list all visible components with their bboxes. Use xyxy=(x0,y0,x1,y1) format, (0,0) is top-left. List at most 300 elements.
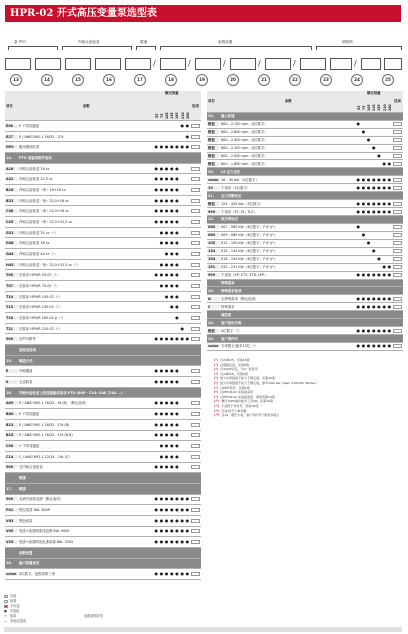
code-box-24[interactable] xyxy=(361,58,381,70)
footnote-marker: (⁹) xyxy=(214,394,219,399)
availability-cells xyxy=(154,423,190,427)
available-dot-icon: ● xyxy=(170,304,174,310)
option-row[interactable] xyxy=(207,272,403,280)
option-row[interactable] xyxy=(207,232,403,240)
code-box-23[interactable] xyxy=(330,58,352,70)
select-checkbox[interactable] xyxy=(393,202,402,206)
field-label-pto: 泵 PTO xyxy=(14,40,26,44)
option-row[interactable] xyxy=(207,303,403,311)
option-row[interactable] xyxy=(207,129,403,137)
available-dot-icon: ● xyxy=(175,293,179,299)
select-checkbox[interactable] xyxy=(191,124,200,128)
available-dot-icon: ● xyxy=(356,343,361,349)
code-box-25[interactable] xyxy=(384,58,402,70)
code-box-22[interactable] xyxy=(300,58,326,70)
available-dot-icon: ● xyxy=(372,303,376,309)
option-code: value xyxy=(208,177,219,182)
available-dot-icon: ● xyxy=(154,517,159,523)
select-checkbox[interactable] xyxy=(191,284,200,288)
section-title: 调控码 xyxy=(221,312,232,317)
available-dot-icon: ● xyxy=(170,240,174,246)
available-dot-icon: ● xyxy=(175,282,179,288)
code-box-18[interactable] xyxy=(160,58,186,70)
code-box-17[interactable] xyxy=(125,58,151,70)
select-checkbox[interactable] xyxy=(191,135,200,139)
section-number: 17. xyxy=(6,486,13,491)
availability-cells xyxy=(154,199,190,203)
select-checkbox[interactable] xyxy=(393,329,402,333)
option-description: 铁红底漆 RAL 3009 xyxy=(19,508,50,513)
select-checkbox[interactable] xyxy=(191,327,200,331)
option-row[interactable] xyxy=(5,377,201,388)
option-code: B22 xyxy=(5,199,18,203)
option-row[interactable] xyxy=(5,537,201,548)
option-row[interactable] xyxy=(207,264,403,272)
footnote xyxy=(214,363,404,367)
option-code: 数值 xyxy=(207,162,220,166)
select-checkbox[interactable] xyxy=(191,177,200,181)
size-label: 135 xyxy=(372,104,377,112)
available-dot-icon: ● xyxy=(175,453,179,459)
option-row[interactable] xyxy=(5,217,201,228)
available-dot-icon: ● xyxy=(170,336,174,342)
available-dot-icon: ● xyxy=(366,176,371,182)
available-dot-icon: ● xyxy=(159,176,164,182)
available-dot-icon: ● xyxy=(387,176,392,182)
select-checkbox[interactable] xyxy=(393,297,402,301)
option-code: P01 xyxy=(5,508,18,512)
option-row[interactable] xyxy=(5,281,201,292)
option-description: 后装单 HPV/R 165-02 p（¹） xyxy=(19,315,66,320)
select-checkbox[interactable] xyxy=(191,529,200,533)
available-dot-icon: ● xyxy=(175,378,179,384)
select-checkbox[interactable] xyxy=(191,572,200,576)
option-description: 032 - 231 kW（3位数字）(¹)(¹)(¹) xyxy=(221,265,275,270)
available-dot-icon: ● xyxy=(356,224,361,230)
option-code: C xyxy=(207,305,220,309)
legend-dot-icon: ○ xyxy=(4,614,7,618)
select-checkbox[interactable] xyxy=(191,369,200,373)
footnote xyxy=(214,376,404,380)
select-checkbox[interactable] xyxy=(191,199,200,203)
option-row[interactable] xyxy=(5,420,201,431)
select-checkbox[interactable] xyxy=(191,444,200,448)
available-dot-icon: ● xyxy=(164,507,169,513)
option-row[interactable] xyxy=(207,295,403,303)
section-number: 21. xyxy=(208,193,215,198)
available-dot-icon: ● xyxy=(164,368,169,374)
available-dot-icon: ● xyxy=(170,272,174,278)
available-dot-icon: ● xyxy=(356,184,361,190)
select-checkbox[interactable] xyxy=(191,252,200,256)
available-dot-icon: ● xyxy=(154,507,159,513)
legend-icon-item xyxy=(4,619,26,624)
available-dot-icon: ● xyxy=(382,176,386,182)
available-dot-icon: ● xyxy=(154,197,159,203)
availability-cells xyxy=(154,572,190,576)
footnote-text: 仅24，增压方向，客户零件号订购需求提示 xyxy=(221,413,280,418)
select-checkbox[interactable] xyxy=(393,305,402,309)
select-checkbox[interactable] xyxy=(191,305,200,309)
option-row[interactable] xyxy=(207,343,403,351)
availability-cells xyxy=(154,284,190,288)
available-dot-icon: ● xyxy=(180,496,184,502)
available-dot-icon: ● xyxy=(361,343,366,349)
available-dot-icon: ● xyxy=(170,368,174,374)
option-row[interactable] xyxy=(5,238,201,249)
option-row[interactable] xyxy=(5,121,201,132)
separator: / xyxy=(258,59,261,68)
section-number: 18. xyxy=(6,561,13,566)
select-checkbox[interactable] xyxy=(393,344,402,348)
select-checkbox[interactable] xyxy=(393,130,402,134)
availability-cells xyxy=(154,337,190,341)
available-dot-icon: ● xyxy=(164,229,169,235)
option-row[interactable] xyxy=(5,292,201,303)
footnote xyxy=(214,413,404,417)
select-checkbox[interactable] xyxy=(191,145,200,149)
option-code: E xyxy=(5,369,18,373)
option-row[interactable] xyxy=(5,569,201,580)
available-dot-icon: ● xyxy=(164,571,169,577)
option-row[interactable] xyxy=(5,505,201,516)
select-checkbox[interactable] xyxy=(191,220,200,224)
footnote-text: 可选/需于订单需要 xyxy=(221,408,247,413)
select-checkbox[interactable] xyxy=(191,167,200,171)
available-dot-icon: ● xyxy=(387,200,392,206)
option-row[interactable] xyxy=(5,228,201,239)
available-dot-icon: ● xyxy=(382,272,386,278)
option-row[interactable] xyxy=(207,200,403,208)
availability-cells xyxy=(356,273,392,277)
available-dot-icon: ● xyxy=(164,261,169,267)
available-dot-icon: ● xyxy=(170,144,174,150)
available-dot-icon: ● xyxy=(159,443,164,448)
field-label-params: 参数设置 xyxy=(218,40,233,44)
option-description: 后装单 HPV/R 75-02（¹） xyxy=(19,283,60,288)
option-code: E27 xyxy=(5,135,18,139)
legend-dot-icon: — xyxy=(4,619,8,623)
available-dot-icon: ● xyxy=(185,571,190,577)
bracket-gear-pump xyxy=(62,46,132,50)
availability-cells xyxy=(154,145,190,149)
available-dot-icon: ● xyxy=(366,343,371,349)
option-row[interactable] xyxy=(207,137,403,145)
code-box-14[interactable] xyxy=(35,58,61,70)
option-row[interactable] xyxy=(5,185,201,196)
option-row[interactable] xyxy=(207,160,403,168)
option-row[interactable] xyxy=(5,463,201,474)
available-dot-icon: ● xyxy=(361,303,366,309)
table-header-select: 选项 xyxy=(192,103,199,108)
option-description: C / ANSI B92.1 12/24 - 14t (C) xyxy=(19,454,70,459)
size-label: 55 xyxy=(154,113,159,119)
available-dot-icon: ● xyxy=(175,517,179,523)
availability-cells xyxy=(154,465,190,469)
section-title: PTO 泵驱动附件选项 xyxy=(19,155,52,160)
option-row[interactable] xyxy=(5,142,201,153)
option-row[interactable] xyxy=(207,153,403,161)
option-code: B16 xyxy=(5,188,18,192)
option-row[interactable] xyxy=(207,208,403,216)
option-code: value xyxy=(208,344,219,349)
select-checkbox[interactable] xyxy=(393,186,402,190)
available-dot-icon: ● xyxy=(180,517,184,523)
available-dot-icon: ● xyxy=(154,272,159,278)
select-checkbox[interactable] xyxy=(191,295,200,299)
option-row[interactable] xyxy=(5,174,201,185)
code-box-19[interactable] xyxy=(195,58,221,70)
option-description: 800 - 2.700 rpm（4位数字） xyxy=(221,122,268,127)
select-checkbox[interactable] xyxy=(393,154,402,158)
select-checkbox[interactable] xyxy=(393,241,402,245)
footnote-marker: (⁷) xyxy=(214,385,219,390)
option-row[interactable] xyxy=(5,398,201,409)
footnote-text: 仅E和F型号，见第4项 xyxy=(220,385,250,390)
option-row[interactable] xyxy=(5,206,201,217)
available-dot-icon: ● xyxy=(175,400,179,406)
option-code: 105 xyxy=(207,241,220,245)
available-dot-icon: ● xyxy=(164,272,169,278)
option-code: B00 xyxy=(5,412,18,416)
available-dot-icon: ● xyxy=(377,200,381,206)
available-dot-icon: ● xyxy=(175,507,179,513)
option-row[interactable] xyxy=(5,366,201,377)
available-dot-icon: ● xyxy=(377,272,381,278)
select-checkbox[interactable] xyxy=(191,508,200,512)
group-header xyxy=(207,280,403,288)
option-row[interactable] xyxy=(5,324,201,335)
available-dot-icon: ● xyxy=(356,295,361,301)
available-dot-icon: ● xyxy=(387,327,392,333)
option-row[interactable] xyxy=(207,224,403,232)
code-box-21[interactable] xyxy=(265,58,291,70)
select-checkbox[interactable] xyxy=(191,540,200,544)
footnote xyxy=(214,358,404,362)
select-checkbox[interactable] xyxy=(191,433,200,437)
available-dot-icon: ● xyxy=(185,496,190,502)
available-dot-icon: ● xyxy=(164,432,169,438)
table-header xyxy=(5,91,201,121)
section-header xyxy=(207,287,403,295)
select-checkbox[interactable] xyxy=(191,412,200,416)
available-dot-icon: ● xyxy=(366,137,371,143)
footnote xyxy=(214,395,404,399)
section-header xyxy=(5,484,201,495)
select-checkbox[interactable] xyxy=(191,273,200,277)
available-dot-icon: ● xyxy=(154,144,159,150)
available-dot-icon: ● xyxy=(387,208,392,214)
option-row[interactable] xyxy=(5,452,201,463)
option-row[interactable] xyxy=(5,495,201,506)
select-checkbox[interactable] xyxy=(191,231,200,235)
empty-cell xyxy=(185,231,190,235)
option-row[interactable] xyxy=(5,313,201,324)
availability-cells xyxy=(154,401,190,405)
footnote-marker: (¹⁰) xyxy=(214,399,220,404)
code-box-13[interactable] xyxy=(5,58,31,70)
empty-cell xyxy=(185,177,190,181)
empty-cell xyxy=(185,412,190,416)
available-dot-icon: ● xyxy=(164,443,169,448)
select-checkbox[interactable] xyxy=(191,455,200,459)
availability-cells xyxy=(356,162,392,166)
select-checkbox[interactable] xyxy=(191,337,200,341)
available-dot-icon: ● xyxy=(377,184,381,190)
available-dot-icon: ● xyxy=(170,197,174,203)
option-code: 154 xyxy=(207,257,220,261)
option-row[interactable] xyxy=(5,409,201,420)
footnote xyxy=(214,381,404,385)
availability-cells xyxy=(154,295,190,299)
select-checkbox[interactable] xyxy=(393,225,402,229)
footnote-marker: (⁵) xyxy=(214,376,219,381)
select-checkbox[interactable] xyxy=(191,465,200,469)
option-code: B15 xyxy=(5,433,18,437)
option-row[interactable] xyxy=(5,431,201,442)
availability-cells xyxy=(154,263,190,267)
option-row[interactable] xyxy=(5,527,201,538)
select-checkbox[interactable] xyxy=(393,178,402,182)
available-dot-icon: ● xyxy=(180,325,184,331)
available-dot-icon: ● xyxy=(175,197,179,203)
option-row[interactable] xyxy=(207,327,403,335)
available-dot-icon: ● xyxy=(159,400,164,406)
code-box-16[interactable] xyxy=(95,58,121,70)
footnote xyxy=(214,390,404,394)
select-checkbox[interactable] xyxy=(191,263,200,267)
select-checkbox[interactable] xyxy=(393,122,402,126)
option-row[interactable] xyxy=(207,240,403,248)
option-row[interactable] xyxy=(5,516,201,527)
option-row[interactable] xyxy=(5,132,201,143)
select-checkbox[interactable] xyxy=(191,188,200,192)
available-dot-icon: ● xyxy=(164,464,169,470)
available-dot-icon: ● xyxy=(175,250,179,256)
option-code: 0 xyxy=(5,380,18,384)
field-number: 22 xyxy=(289,74,301,86)
available-dot-icon: ● xyxy=(164,421,169,427)
available-dot-icon: ● xyxy=(382,200,386,206)
available-dot-icon: ● xyxy=(185,528,190,534)
select-checkbox[interactable] xyxy=(191,497,200,501)
select-checkbox[interactable] xyxy=(191,316,200,320)
select-checkbox[interactable] xyxy=(191,423,200,427)
code-box-15[interactable] xyxy=(65,58,91,70)
select-checkbox[interactable] xyxy=(191,401,200,405)
option-row[interactable] xyxy=(207,145,403,153)
option-code: E00 xyxy=(5,124,18,128)
section-title: LS 压力设定 xyxy=(221,169,241,174)
option-row[interactable] xyxy=(5,302,201,313)
select-checkbox[interactable] xyxy=(191,380,200,384)
legend-text: 选项 xyxy=(9,614,17,618)
available-dot-icon: ● xyxy=(185,336,190,342)
select-checkbox[interactable] xyxy=(393,265,402,269)
option-code: 数值 xyxy=(207,138,220,142)
section-header xyxy=(5,356,201,367)
available-dot-icon: ● xyxy=(175,368,179,374)
code-box-20[interactable] xyxy=(230,58,256,70)
available-dot-icon: ● xyxy=(170,218,174,224)
option-description: 配用德西软管 xyxy=(19,145,40,150)
available-dot-icon: ● xyxy=(377,303,381,309)
option-row[interactable] xyxy=(207,176,403,184)
availability-cells xyxy=(356,186,392,190)
select-checkbox[interactable] xyxy=(393,210,402,214)
available-dot-icon: ● xyxy=(185,122,190,128)
option-code: C45 xyxy=(5,220,18,224)
option-code: 数值 xyxy=(207,202,220,206)
available-dot-icon: ● xyxy=(175,176,179,182)
select-checkbox[interactable] xyxy=(393,162,402,166)
available-dot-icon: ● xyxy=(175,144,179,150)
option-code: G31 xyxy=(5,231,18,235)
size-label: 135 xyxy=(170,112,175,120)
empty-cell xyxy=(387,233,392,237)
option-row[interactable] xyxy=(5,249,201,260)
select-checkbox[interactable] xyxy=(393,138,402,142)
option-row[interactable] xyxy=(207,248,403,256)
available-dot-icon: ● xyxy=(175,443,179,448)
select-checkbox[interactable] xyxy=(191,209,200,213)
availability-cells xyxy=(356,154,392,158)
available-dot-icon: ● xyxy=(175,528,179,534)
field-number: 20 xyxy=(227,74,239,86)
option-row[interactable] xyxy=(5,270,201,281)
option-row[interactable] xyxy=(5,164,201,175)
available-dot-icon: ● xyxy=(382,184,386,190)
select-checkbox[interactable] xyxy=(191,519,200,523)
select-checkbox[interactable] xyxy=(393,146,402,150)
select-checkbox[interactable] xyxy=(393,257,402,261)
option-description: 底漆+表面喷灰色漆涂抹 RAL 7043 xyxy=(19,540,73,545)
available-dot-icon: ● xyxy=(366,200,371,206)
available-dot-icon: ● xyxy=(159,464,164,470)
available-dot-icon: ● xyxy=(159,528,164,534)
option-row[interactable] xyxy=(5,260,201,271)
option-row[interactable] xyxy=(5,441,201,452)
footnote-text: 仅HPV/R-02 系统阀适用，须使用第14项 xyxy=(220,394,275,399)
section-header xyxy=(5,559,201,570)
available-dot-icon: ● xyxy=(154,368,159,374)
empty-cell xyxy=(185,380,190,384)
available-dot-icon: ● xyxy=(180,571,184,577)
footnote-text: 仅24/25设定，与C一起使用 xyxy=(220,367,258,372)
empty-cell xyxy=(185,220,190,224)
section-title: 喉道方式 xyxy=(19,358,33,363)
option-row[interactable] xyxy=(207,256,403,264)
select-checkbox[interactable] xyxy=(191,241,200,245)
available-dot-icon: ● xyxy=(175,571,179,577)
select-checkbox[interactable] xyxy=(393,273,402,277)
available-dot-icon: ● xyxy=(170,443,174,448)
available-dot-icon: ● xyxy=(356,121,361,127)
available-dot-icon: ● xyxy=(382,343,386,349)
option-row[interactable] xyxy=(5,334,201,345)
section-title: 喷漆 xyxy=(19,486,26,491)
empty-cell xyxy=(387,249,392,253)
field-number: 25 xyxy=(382,74,394,86)
available-dot-icon: ● xyxy=(377,256,381,262)
select-checkbox[interactable] xyxy=(393,233,402,237)
option-row[interactable] xyxy=(207,184,403,192)
footnote-text: 最大功率数值不能大于额定值，见第16项 xyxy=(220,376,275,381)
footnote xyxy=(214,404,404,408)
option-row[interactable] xyxy=(207,121,403,129)
option-row[interactable] xyxy=(5,196,201,207)
select-checkbox[interactable] xyxy=(393,249,402,253)
